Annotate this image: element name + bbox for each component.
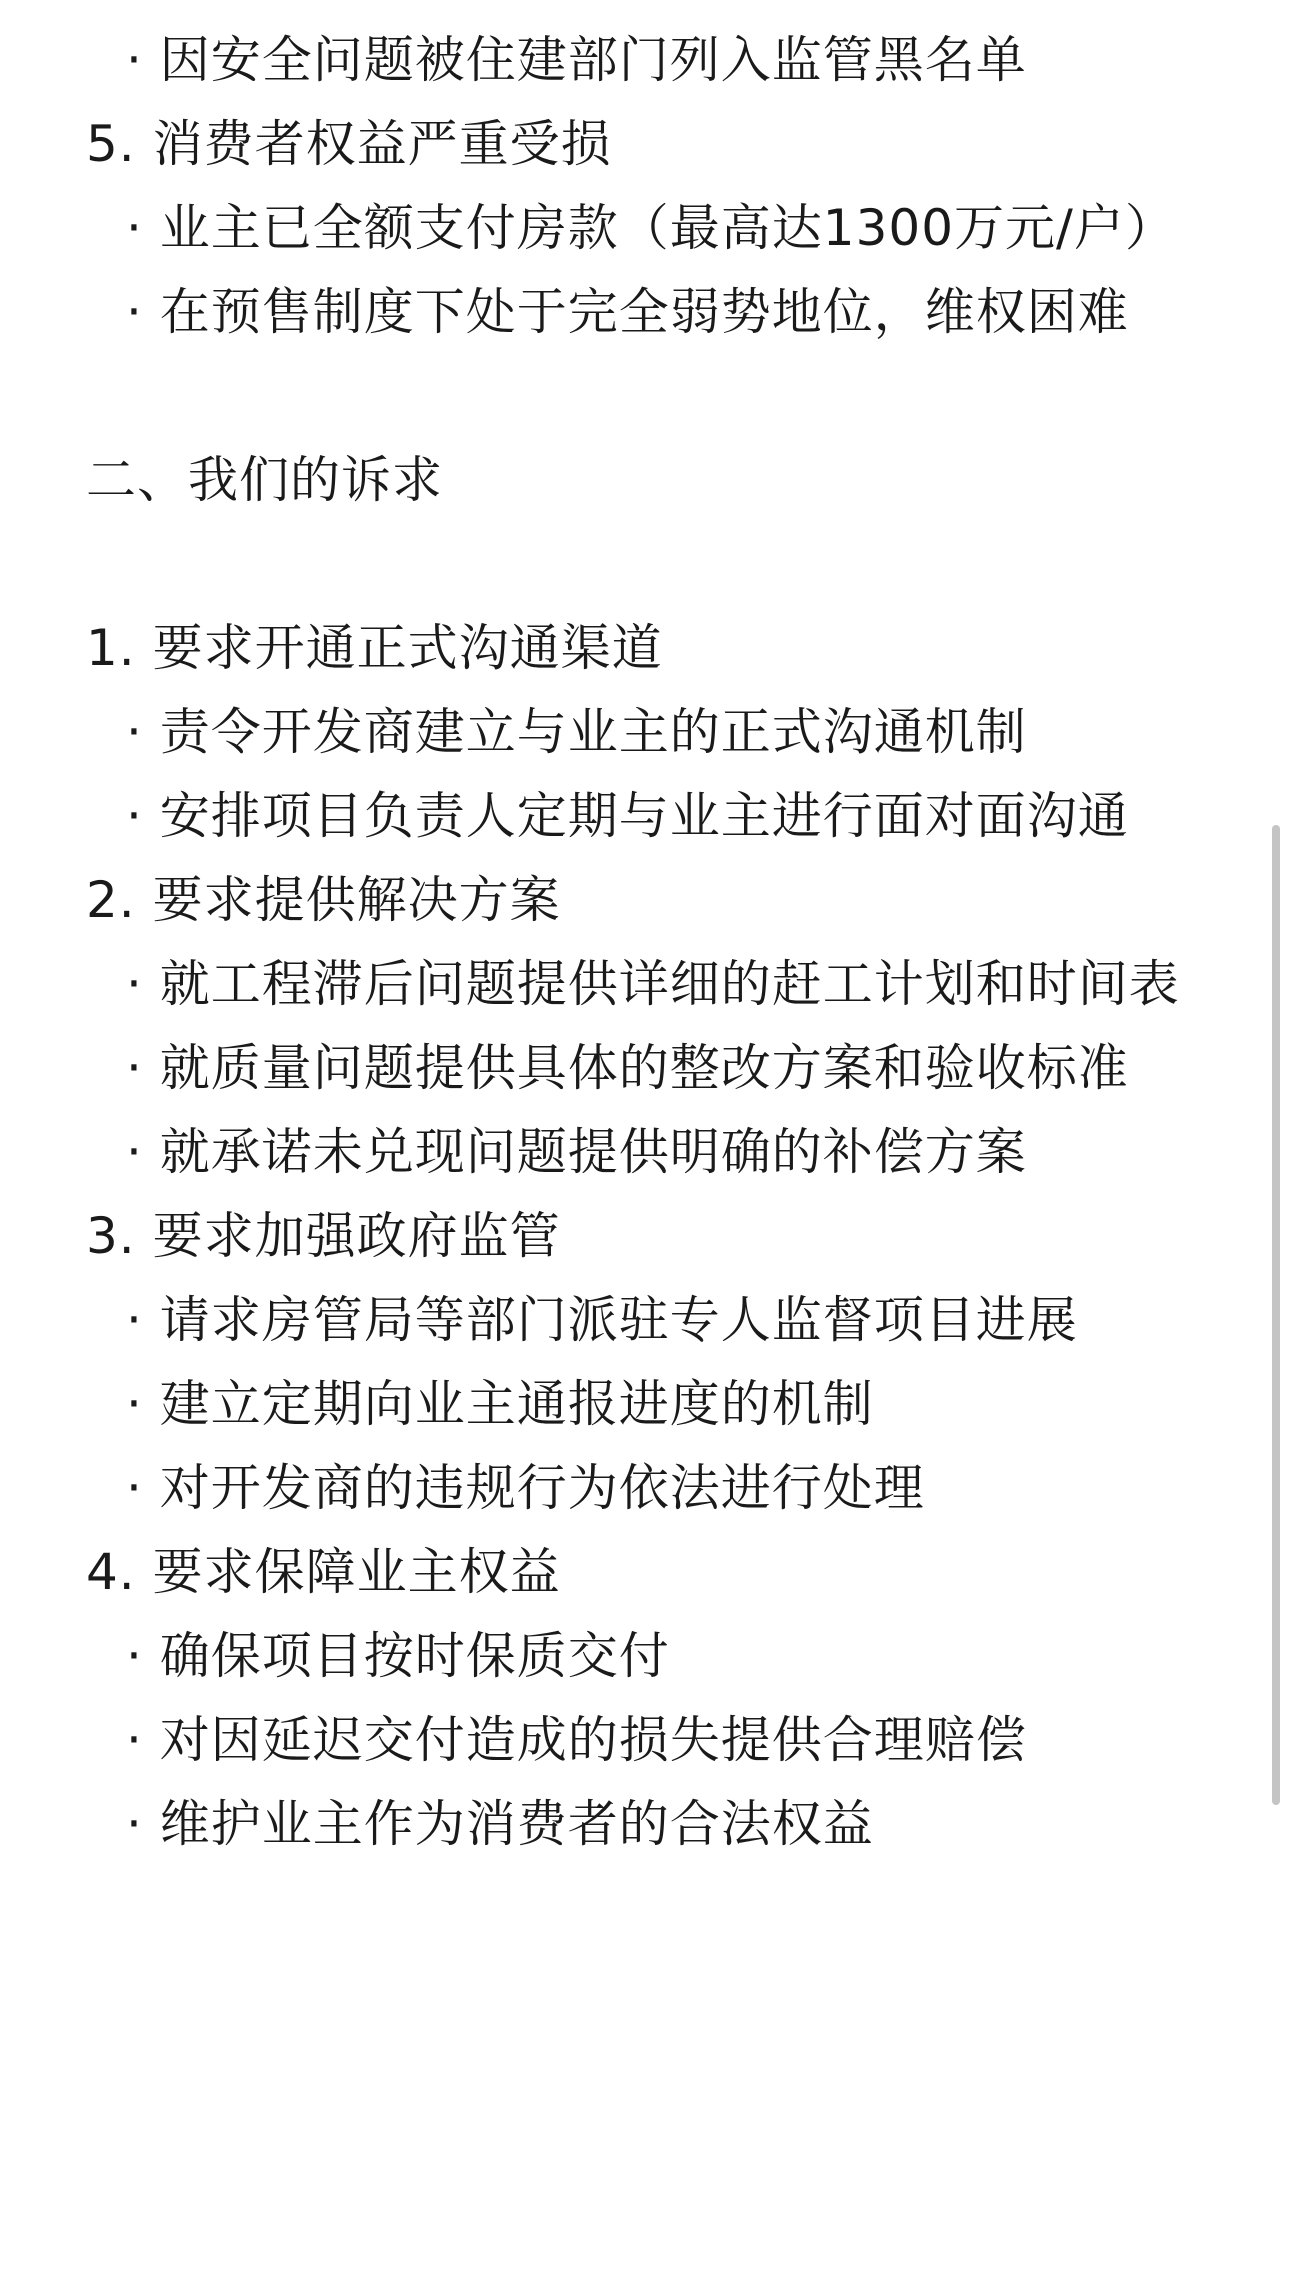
bullet-line: · 对因延迟交付造成的损失提供合理赔偿 — [126, 1711, 1027, 1769]
numbered-item: 2. 要求提供解决方案 — [86, 871, 561, 929]
bullet-line: · 建立定期向业主通报进度的机制 — [126, 1375, 874, 1433]
bullet-line: · 就质量问题提供具体的整改方案和验收标准 — [126, 1039, 1129, 1097]
numbered-item: 5. 消费者权益严重受损 — [86, 115, 612, 173]
blank-line — [86, 354, 1236, 438]
bullet-line: · 业主已全额支付房款（最高达1300万元/户） — [126, 199, 1176, 257]
bullet-line: · 维护业主作为消费者的合法权益 — [126, 1795, 874, 1853]
numbered-item: 1. 要求开通正式沟通渠道 — [86, 619, 663, 677]
scrollbar-thumb[interactable] — [1272, 825, 1280, 1805]
bullet-line: · 确保项目按时保质交付 — [126, 1627, 670, 1685]
section-heading: 二、我们的诉求 — [86, 451, 443, 509]
numbered-item: 4. 要求保障业主权益 — [86, 1543, 561, 1601]
bullet-line: · 请求房管局等部门派驻专人监督项目进展 — [126, 1291, 1078, 1349]
bullet-line: · 在预售制度下处于完全弱势地位，维权困难 — [126, 283, 1129, 341]
bullet-line: · 就承诺未兑现问题提供明确的补偿方案 — [126, 1123, 1027, 1181]
bullet-line: · 就工程滞后问题提供详细的赶工计划和时间表 — [126, 955, 1180, 1013]
numbered-item: 3. 要求加强政府监管 — [86, 1207, 561, 1265]
blank-line — [86, 522, 1236, 606]
document-body — [86, 18, 1236, 1866]
bullet-line: · 对开发商的违规行为依法进行处理 — [126, 1459, 925, 1517]
bullet-line: · 因安全问题被住建部门列入监管黑名单 — [126, 31, 1027, 89]
bullet-line: · 安排项目负责人定期与业主进行面对面沟通 — [126, 787, 1129, 845]
bullet-line: · 责令开发商建立与业主的正式沟通机制 — [126, 703, 1027, 761]
